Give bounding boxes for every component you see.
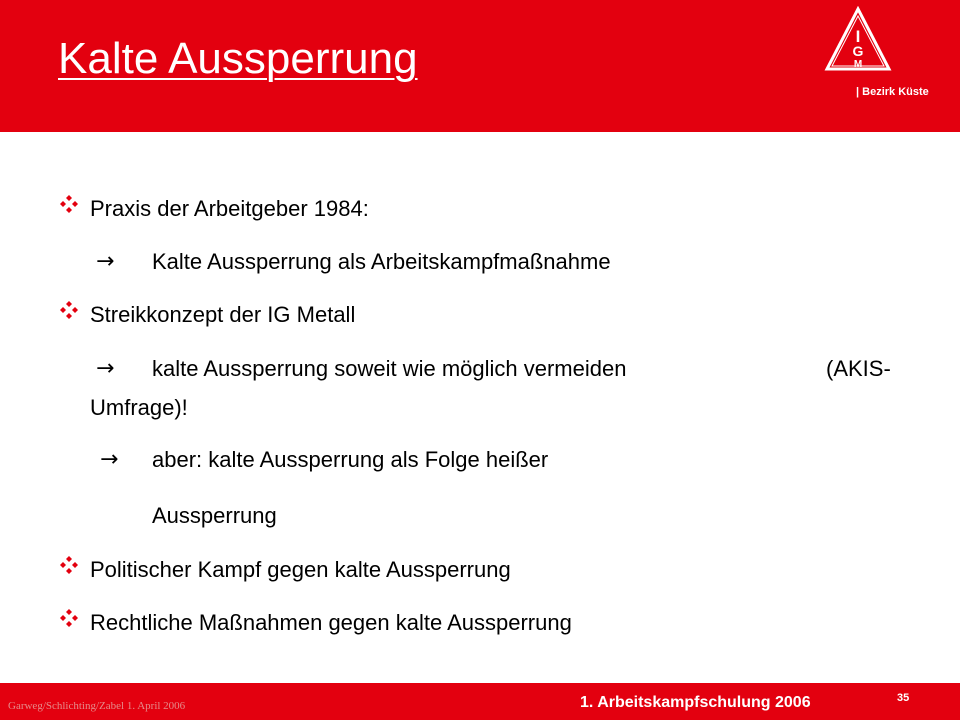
diamond-bullet-icon <box>60 609 78 627</box>
bullet-1-text: Praxis der Arbeitgeber 1984: <box>90 196 369 221</box>
footer-authors: Garweg/Schlichting/Zabel 1. April 2006 <box>8 700 186 712</box>
svg-text:I: I <box>855 27 861 46</box>
bullet-2-sub2-line-1: aber: kalte Aussperrung als Folge heißer <box>152 447 549 472</box>
region-label: | Bezirk Küste <box>856 86 929 98</box>
diamond-bullet-icon <box>60 195 78 213</box>
diamond-bullet-icon <box>60 556 78 574</box>
svg-text:G: G <box>852 43 864 59</box>
bullet-2-sub2-line-2: Aussperrung <box>152 503 277 528</box>
page-number: 35 <box>897 692 910 704</box>
bullet-1-sub-text: Kalte Aussperrung als Arbeitskampfmaßnahme <box>152 249 611 274</box>
arrow-icon: → <box>96 356 115 381</box>
bullet-2-sub-line-1: kalte Aussperrung soweit wie möglich vermeiden <box>152 356 627 381</box>
bullet-4-text: Rechtliche Maßnahmen gegen kalte Aussperrung <box>90 610 572 635</box>
footer-event: 1. Arbeitskampfschulung 2006 <box>580 694 811 711</box>
arrow-icon: → <box>96 249 115 274</box>
bullet-2-text: Streikkonzept der IG Metall <box>90 302 356 327</box>
bullet-2-sub-line-2: Umfrage)! <box>90 395 188 420</box>
slide-title: Kalte Aussperrung <box>58 34 418 83</box>
footer-bar <box>0 683 960 720</box>
bullet-2-sub-tail: (AKIS- <box>826 356 891 381</box>
svg-text:M: M <box>853 59 863 70</box>
diamond-bullet-icon <box>60 301 78 319</box>
bullet-3-text: Politischer Kampf gegen kalte Aussperrung <box>90 557 511 582</box>
arrow-icon: → <box>100 447 119 472</box>
